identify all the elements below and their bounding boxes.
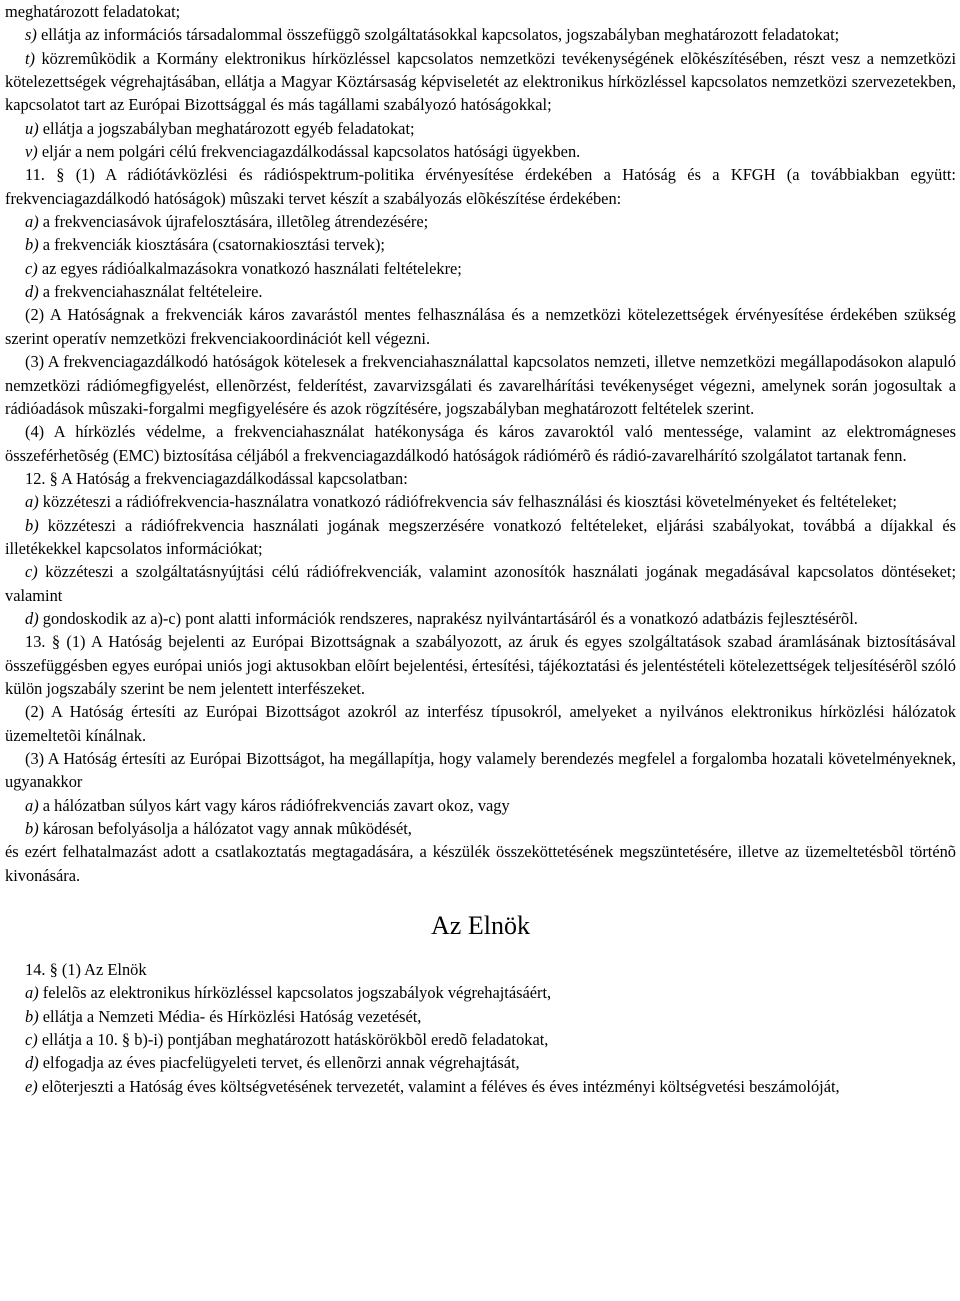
item-marker: a) bbox=[25, 212, 39, 232]
paragraph-text: ellátja az információs társadalommal összefüggõ szolgáltatásokkal kapcsolatos, jogszabályban meghatározott feladatokat; bbox=[36, 25, 840, 45]
item-marker: b) bbox=[25, 235, 39, 255]
paragraph-text: közzéteszi a rádiófrekvencia-használatra vonatkozó rádiófrekvencia sáv felhasználási és kiosztási követelményeket és feltételeket; bbox=[38, 492, 897, 512]
paragraph-text: (3) A Hatóság értesíti az Európai Bizottságot, ha megállapítja, hogy valamely berendezés megfelel a forgalomba hozatali követelményeknek, ugyanakkor bbox=[5, 749, 956, 792]
document-body-lower bbox=[5, 958, 956, 1098]
paragraph bbox=[5, 140, 956, 163]
paragraph-text: (2) A Hatóság értesíti az Európai Bizottságot azokról az interfész típusokról, amelyeket a nyilvános elektronikus hírközlési hálózatok üzemeltetõi kínálnak. bbox=[5, 702, 956, 745]
paragraph-text: meghatározott feladatokat; bbox=[5, 2, 181, 21]
paragraph-text: (3) A frekvenciagazdálkodó hatóságok kötelesek a frekvenciahasználattal kapcsolatos nemzeti, illetve nemzetközi megállapodásokon alapuló nemzetközi rádiómegfigyelést, ellenõrzést, felderítést, zavarvizsgálati és zavarelhárítási tevékenységet végezni, amelynek során jogosultak a rádióadások mûszaki-forgalmi megfigyelésére és azok rögzítésére, jogszabályban meghatározott feltételek szerint. bbox=[5, 352, 956, 418]
paragraph-text: ellátja a jogszabályban meghatározott egyéb feladatokat; bbox=[38, 118, 415, 138]
item-marker: v) bbox=[25, 142, 38, 162]
paragraph-text: közzéteszi a rádiófrekvencia használati jogának megszerzésére vonatkozó feltételeket, eljárási szabályokat, továbbá a díjakkal és illetékekkel kapcsolatos információkat; bbox=[5, 515, 956, 558]
paragraph bbox=[5, 1075, 956, 1098]
item-marker: s) bbox=[25, 25, 37, 45]
paragraph-text: ellátja a 10. § b)-i) pontjában meghatározott hatáskörökbõl eredõ feladatokat, bbox=[37, 1030, 549, 1050]
item-marker: a) bbox=[25, 492, 39, 512]
item-marker: d) bbox=[25, 282, 39, 302]
item-marker: b) bbox=[25, 1006, 39, 1026]
paragraph-text: a frekvenciák kiosztására (csatornakiosztási tervek); bbox=[38, 235, 385, 255]
item-marker: b) bbox=[25, 515, 39, 535]
paragraph-text: a hálózatban súlyos kárt vagy káros rádiófrekvenciás zavart okoz, vagy bbox=[38, 795, 510, 815]
item-marker: d) bbox=[25, 608, 39, 628]
paragraph-text: 14. § (1) Az Elnök bbox=[25, 960, 147, 980]
paragraph bbox=[5, 117, 956, 140]
paragraph-text: 11. § (1) A rádiótávközlési és rádióspektrum-politika érvényesítése érdekében a Hatóság és a KFGH (a továbbiakban együtt: frekvenciagazdálkodó hatóságok) mûszaki tervet készít a szabályozás elõkészítése érdekében: bbox=[5, 165, 956, 208]
paragraph bbox=[5, 1028, 956, 1051]
paragraph bbox=[5, 0, 956, 23]
paragraph-text: közzéteszi a szolgáltatásnyújtási célú rádiófrekvenciák, valamint azonosítók használati jogának megadásával kapcsolatos döntéseket; valamint bbox=[5, 562, 956, 605]
paragraph bbox=[5, 467, 956, 490]
paragraph bbox=[5, 794, 956, 817]
paragraph-text: (4) A hírközlés védelme, a frekvenciahasználat hatékonysága és káros zavaroktól való mentessége, valamint az elektromágneses összeférhetõség (EMC) biztosítása céljából a frekvenciagazdálkodó hatóságok rádiómérõ és rádió-zavarelhárító szolgálatot tartanak fenn. bbox=[5, 422, 956, 465]
section-heading: Az Elnök bbox=[431, 911, 530, 941]
paragraph bbox=[5, 514, 956, 561]
paragraph-text: a frekvenciasávok újrafelosztására, illetõleg átrendezésére; bbox=[38, 212, 429, 232]
paragraph-text: gondoskodik az a)-c) pont alatti információk rendszeres, naprakész nyilvántartásáról és a vonatkozó adatbázis fejlesztésérõl. bbox=[38, 608, 858, 628]
paragraph bbox=[5, 958, 956, 981]
paragraph-text: elfogadja az éves piacfelügyeleti tervet, és ellenõrzi annak végrehajtását, bbox=[38, 1053, 520, 1073]
paragraph bbox=[5, 163, 956, 210]
paragraph bbox=[5, 280, 956, 303]
paragraph-text: (2) A Hatóságnak a frekvenciák káros zavarástól mentes felhasználása és a nemzetközi kötelezettségek érvényesítése érdekében szükség szerint operatív nemzetközi frekvenciakoordinációt kell végezni. bbox=[5, 305, 956, 348]
paragraph bbox=[5, 840, 956, 887]
paragraph bbox=[5, 210, 956, 233]
paragraph-text: károsan befolyásolja a hálózatot vagy annak mûködését, bbox=[38, 819, 412, 839]
paragraph bbox=[5, 1051, 956, 1074]
paragraph-text: 13. § (1) A Hatóság bejelenti az Európai Bizottságnak a szabályozott, az áruk és egyes szolgáltatások szabad áramlásának biztosításával összefüggésben egyes európai uniós jogi aktusokban elõírt bejelentési, értesítési, tájékoztatási és jelentéstételi kötelezettségek teljesítésérõl szóló külön jogszabály szerint be nem jelentett interfészeket. bbox=[5, 632, 956, 698]
paragraph-text: felelõs az elektronikus hírközléssel kapcsolatos jogszabályok végrehajtásáért, bbox=[38, 983, 552, 1003]
paragraph-text: elõterjeszti a Hatóság éves költségvetésének tervezetét, valamint a féléves és éves intézményi költségvetési beszámolóját, bbox=[37, 1076, 840, 1096]
paragraph-text: eljár a nem polgári célú frekvenciagazdálkodással kapcsolatos hatósági ügyekben. bbox=[37, 142, 581, 162]
item-marker: b) bbox=[25, 819, 39, 839]
paragraph-text: és ezért felhatalmazást adott a csatlakoztatás megtagadására, a készülék összeköttetésének megszüntetésére, illetve az üzemeltetésbõl történõ kivonására. bbox=[5, 842, 956, 885]
paragraph bbox=[5, 700, 956, 747]
paragraph bbox=[5, 350, 956, 420]
paragraph-text: ellátja a Nemzeti Média- és Hírközlési Hatóság vezetését, bbox=[38, 1006, 422, 1026]
item-marker: c) bbox=[25, 1030, 38, 1050]
paragraph-text: a frekvenciahasználat feltételeire. bbox=[38, 282, 263, 302]
paragraph-text: 12. § A Hatóság a frekvenciagazdálkodással kapcsolatban: bbox=[25, 468, 408, 488]
paragraph bbox=[5, 630, 956, 700]
item-marker: u) bbox=[25, 118, 39, 138]
paragraph bbox=[5, 420, 956, 467]
item-marker: e) bbox=[25, 1076, 38, 1096]
item-marker: c) bbox=[25, 562, 38, 582]
paragraph bbox=[5, 47, 956, 117]
paragraph-text: az egyes rádióalkalmazásokra vonatkozó használati feltételekre; bbox=[37, 258, 462, 278]
item-marker: a) bbox=[25, 983, 39, 1003]
paragraph bbox=[5, 607, 956, 630]
paragraph bbox=[5, 233, 956, 256]
paragraph bbox=[5, 257, 956, 280]
item-marker: a) bbox=[25, 795, 39, 815]
paragraph bbox=[5, 817, 956, 840]
paragraph bbox=[5, 1005, 956, 1028]
item-marker: d) bbox=[25, 1053, 39, 1073]
paragraph bbox=[5, 560, 956, 607]
paragraph-text: közremûködik a Kormány elektronikus hírközléssel kapcsolatos nemzetközi tevékenységének elõkészítésében, részt vesz a nemzetközi kötelezettségek végrehajtásában, ellátja a Magyar Köztársaság képviseletét az elektronikus hírközléssel kapcsolatos nemzetközi szervezetekben, kapcsolatot tart az Európai Bizottsággal és más tagállami szabályozó hatóságokkal; bbox=[5, 48, 956, 115]
paragraph bbox=[5, 23, 956, 46]
item-marker: t) bbox=[25, 48, 36, 68]
item-marker: c) bbox=[25, 258, 38, 278]
paragraph bbox=[5, 490, 956, 513]
paragraph bbox=[5, 747, 956, 794]
document-body-upper bbox=[5, 0, 956, 887]
paragraph bbox=[5, 303, 956, 350]
paragraph bbox=[5, 981, 956, 1004]
